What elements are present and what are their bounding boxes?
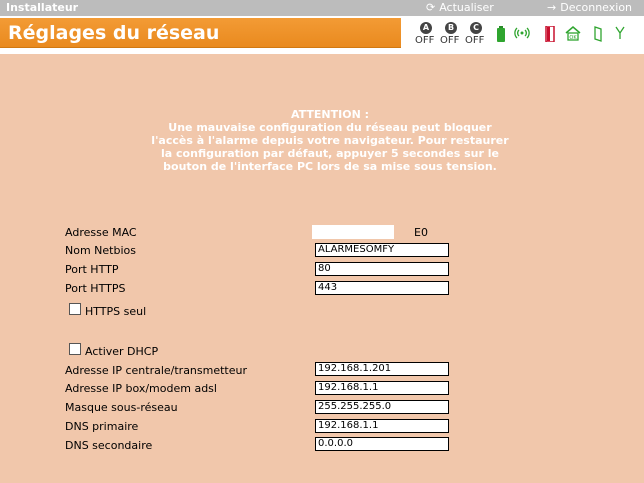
- wireless-icon: [514, 26, 528, 44]
- refresh-icon: ⟳: [426, 1, 436, 14]
- dhcp-checkbox[interactable]: [69, 343, 81, 355]
- warning-heading: ATTENTION :: [290, 108, 370, 121]
- status-area: [414, 22, 644, 52]
- dns-primary-input[interactable]: 192.168.1.1: [315, 419, 449, 433]
- subnet-mask-label: Masque sous-réseau: [65, 401, 178, 414]
- netbios-label: Nom Netbios: [65, 244, 136, 257]
- https-only-label: HTTPS seul: [85, 305, 147, 318]
- zone-b-state: OFF: [440, 35, 460, 46]
- ip-central-label: Adresse IP centrale/transmetteur: [65, 364, 248, 377]
- antenna-icon: [613, 26, 627, 44]
- zone-c-icon: C: [470, 22, 482, 34]
- http-port-label: Port HTTP: [65, 263, 119, 276]
- zone-c-state: OFF: [465, 35, 485, 46]
- page-title: Réglages du réseau: [8, 22, 220, 44]
- https-port-label: Port HTTPS: [65, 282, 126, 295]
- https-port-input[interactable]: 443: [315, 281, 449, 295]
- svg-text:OK: OK: [569, 35, 577, 41]
- zone-a-icon: A: [420, 22, 432, 34]
- network-warning: [150, 108, 510, 173]
- header: [0, 16, 644, 54]
- warning-text: Une mauvaise configuration du réseau peut bloquer l'accès à l'alarme depuis votre navigateur. Pour restaurer la configuration par défaut, appuyer 5 secondes sur le bouton de l'interface PC lors de sa mise sous tension.: [151, 121, 509, 173]
- dns-secondary-input[interactable]: 0.0.0.0: [315, 437, 449, 451]
- mac-redaction: [312, 225, 394, 239]
- door-open-icon: [591, 26, 605, 44]
- user-role: Installateur: [6, 1, 79, 14]
- logout-link[interactable]: [547, 1, 632, 14]
- arrow-right-icon: →: [547, 1, 557, 14]
- http-port-input[interactable]: 80: [315, 262, 449, 276]
- netbios-input[interactable]: ALARMESOMFY: [315, 243, 449, 257]
- mac-label: Adresse MAC: [65, 226, 137, 239]
- door-icon: [543, 26, 557, 44]
- home-icon: [565, 26, 579, 44]
- ip-box-label: Adresse IP box/modem adsl: [65, 382, 217, 395]
- refresh-link[interactable]: [426, 1, 494, 14]
- top-bar: [0, 0, 644, 16]
- https-only-checkbox[interactable]: [69, 303, 81, 315]
- battery-icon: [494, 26, 508, 44]
- subnet-mask-input[interactable]: 255.255.255.0: [315, 400, 449, 414]
- logout-label: Deconnexion: [560, 1, 633, 14]
- page-title-banner: [0, 18, 401, 48]
- mac-value: E0: [414, 226, 428, 239]
- refresh-label: Actualiser: [439, 1, 494, 14]
- dns-primary-label: DNS primaire: [65, 420, 139, 433]
- dns-secondary-label: DNS secondaire: [65, 439, 153, 452]
- zone-b-icon: B: [445, 22, 457, 34]
- ip-box-input[interactable]: 192.168.1.1: [315, 381, 449, 395]
- dhcp-label: Activer DHCP: [85, 345, 159, 358]
- ip-central-input[interactable]: 192.168.1.201: [315, 362, 449, 376]
- zone-a-state: OFF: [415, 35, 435, 46]
